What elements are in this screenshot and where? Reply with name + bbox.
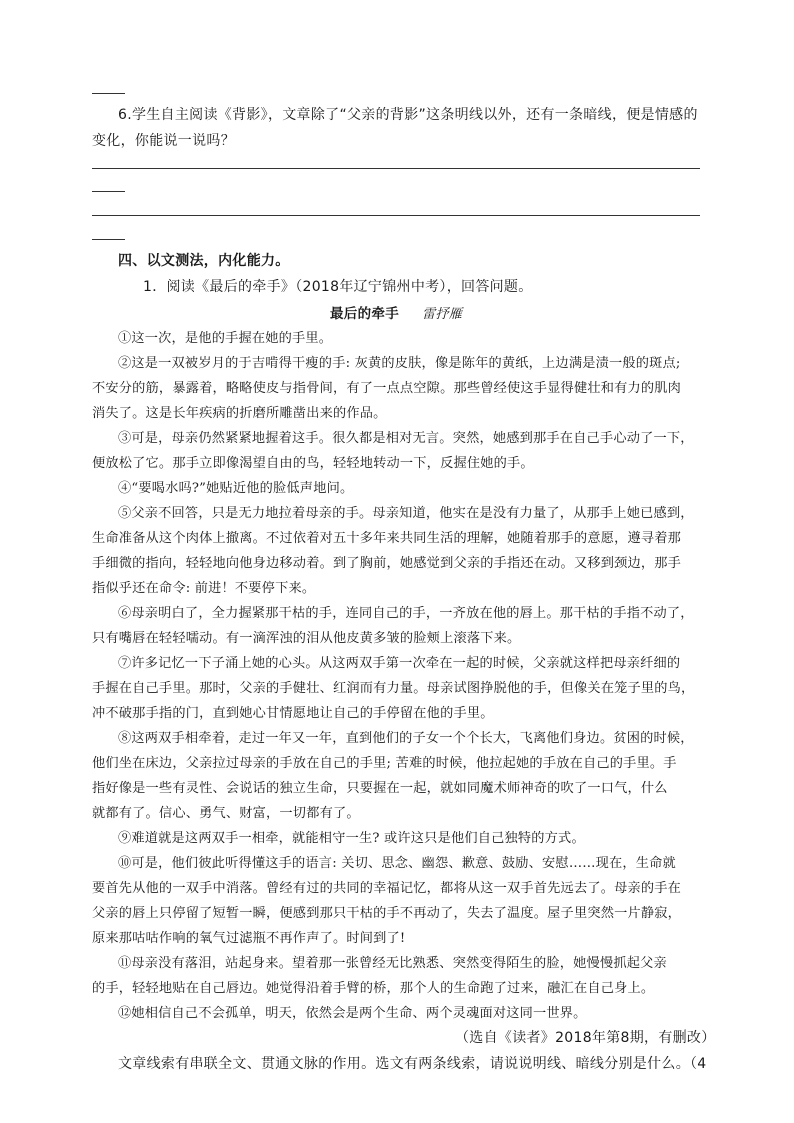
article-line: 父亲的唇上只停留了短暂一瞬，便感到那只干枯的手不再动了，失去了温度。屋子里突然一片静寂，	[92, 906, 682, 921]
answer-line	[92, 215, 700, 216]
article-line: ④“要喝水吗?”她贴近他的脸低声地问。	[118, 481, 354, 496]
article-line: ①这一次，是他的手握在她的手里。	[118, 331, 333, 346]
article-line: ⑩可是，他们彼此听得懂这手的语言: 关切、思念、幽怨、歉意、鼓励、安慰……现在，生命就	[118, 856, 676, 871]
article-line: 手细微的指向，轻轻地向他身边移动着。到了胸前，她感觉到父亲的手指还在动。又移到颈边，那手	[92, 556, 682, 571]
article-title: 最后的牵手	[330, 306, 399, 322]
article-line: 的手，轻轻地贴在自己唇边。她觉得沿着手臂的桥，那个人的生命跑了过来，融汇在自己身上。	[92, 981, 655, 996]
answer-line-short	[92, 93, 125, 94]
article-line: ⑦许多记忆一下子涌上她的心头。从这两双手第一次牵在一起的时候，父亲就这样把母亲纤细的	[118, 656, 681, 671]
article-line: 便放松了它。那手立即像渴望自由的鸟，轻轻地转动一下，反握住她的手。	[92, 456, 534, 471]
article-line: ⑤父亲不回答，只是无力地拉着母亲的手。母亲知道，他实在是没有力量了，从那手上她已感到，	[118, 506, 694, 521]
article-line: ⑫她相信自己不会孤单，明天，依然会是两个生命、两个灵魂面对这同一世界。	[118, 1006, 587, 1021]
article-line: 冲不破那手指的门，直到她心甘情愿地让自己的手停留在他的手里。	[92, 706, 494, 721]
article-line: 手握在自己手里。那时，父亲的手健壮、红润而有力量。母亲试图挣脱他的手，但像关在笼子里的鸟，	[92, 681, 695, 696]
question-6-line-1: 6.学生自主阅读《背影》，文章除了“父亲的背影”这条明线以外，还有一条暗线，便是情感的	[118, 107, 698, 123]
article-line: ⑨难道就是这两双手一相牵，就能相守一生? 或许这只是他们自己独特的方式。	[118, 831, 585, 846]
article-line: 指好像是一些有灵性、会说话的独立生命，只要握在一起，就如同魔术师神奇的吹了一口气，什么	[92, 781, 668, 796]
answer-line	[92, 168, 700, 169]
article-line: 不安分的筋，暴露着，略略使皮与指骨间，有了一点点空隙。那些曾经使这手显得健壮和有力的肌肉	[92, 381, 682, 396]
article-line: ⑥母亲明白了，全力握紧那干枯的手，连同自己的手，一齐放在他的唇上。那干枯的手指不动了，	[118, 606, 694, 621]
article-line: 他们坐在床边，父亲拉过母亲的手放在自己的手里; 苦难的时候，他拉起她的手放在自己的手里。手	[92, 756, 677, 771]
article-line: ⑧这两双手相牵着，走过一年又一年，直到他们的子女一个个长大，飞离他们身边。贫困的时候，	[118, 731, 694, 746]
article-source: （选自《读者》2018年第8期，有删改）	[455, 1030, 716, 1046]
article-line: ⑪母亲没有落泪，站起身来。望着那一张曾经无比熟悉、突然变得陌生的脸，她慢慢抓起父亲	[118, 956, 667, 971]
question-6-line-2: 变化，你能说一说吗？	[92, 133, 235, 149]
article-line: 指似乎还在命令: 前进！不要停下来。	[92, 581, 316, 596]
answer-line-short	[92, 191, 125, 192]
article-line: 只有嘴唇在轻轻嚅动。有一滴浑浊的泪从他皮黄多皱的脸颊上滚落下来。	[92, 631, 521, 646]
question-text: 文章线索有串联全文、贯通文脉的作用。选文有两条线索，请说说明线、暗线分别是什么。（4	[118, 1056, 707, 1072]
article-line: 就都有了。信心、勇气、财富，一切都有了。	[92, 806, 360, 821]
reading-instruction: 1．阅读《最后的牵手》（2018年辽宁锦州中考），回答问题。	[143, 279, 533, 295]
article-line: 要首先从他的一双手中消落。曾经有过的共同的幸福记忆，都将从这一双手首先远去了。母亲的手在	[92, 881, 682, 896]
section-heading: 四、以文测法，内化能力。	[118, 253, 290, 269]
article-line: 消失了。这是长年疾病的折磨所雕凿出来的作品。	[92, 406, 387, 421]
article-line: 原来那咕咕作响的氧气过滤瓶不再作声了。时间到了!	[92, 931, 406, 946]
article-line: ③可是，母亲仍然紧紧地握着这手。很久都是相对无言。突然，她感到那手在自己手心动了一下，	[118, 431, 694, 446]
article-line: ②这是一双被岁月的于吉啃得干瘦的手: 灰黄的皮肤，像是陈年的黄纸，上边满是渍一般的斑点;	[118, 356, 681, 371]
article-line: 生命准备从这个肉体上撤离。不过依着对五十多年来共同生活的理解，她随着那手的意愿，遵寻着那	[92, 531, 682, 546]
article-author: 雷抒雁	[422, 307, 463, 322]
answer-line-short	[92, 239, 125, 240]
